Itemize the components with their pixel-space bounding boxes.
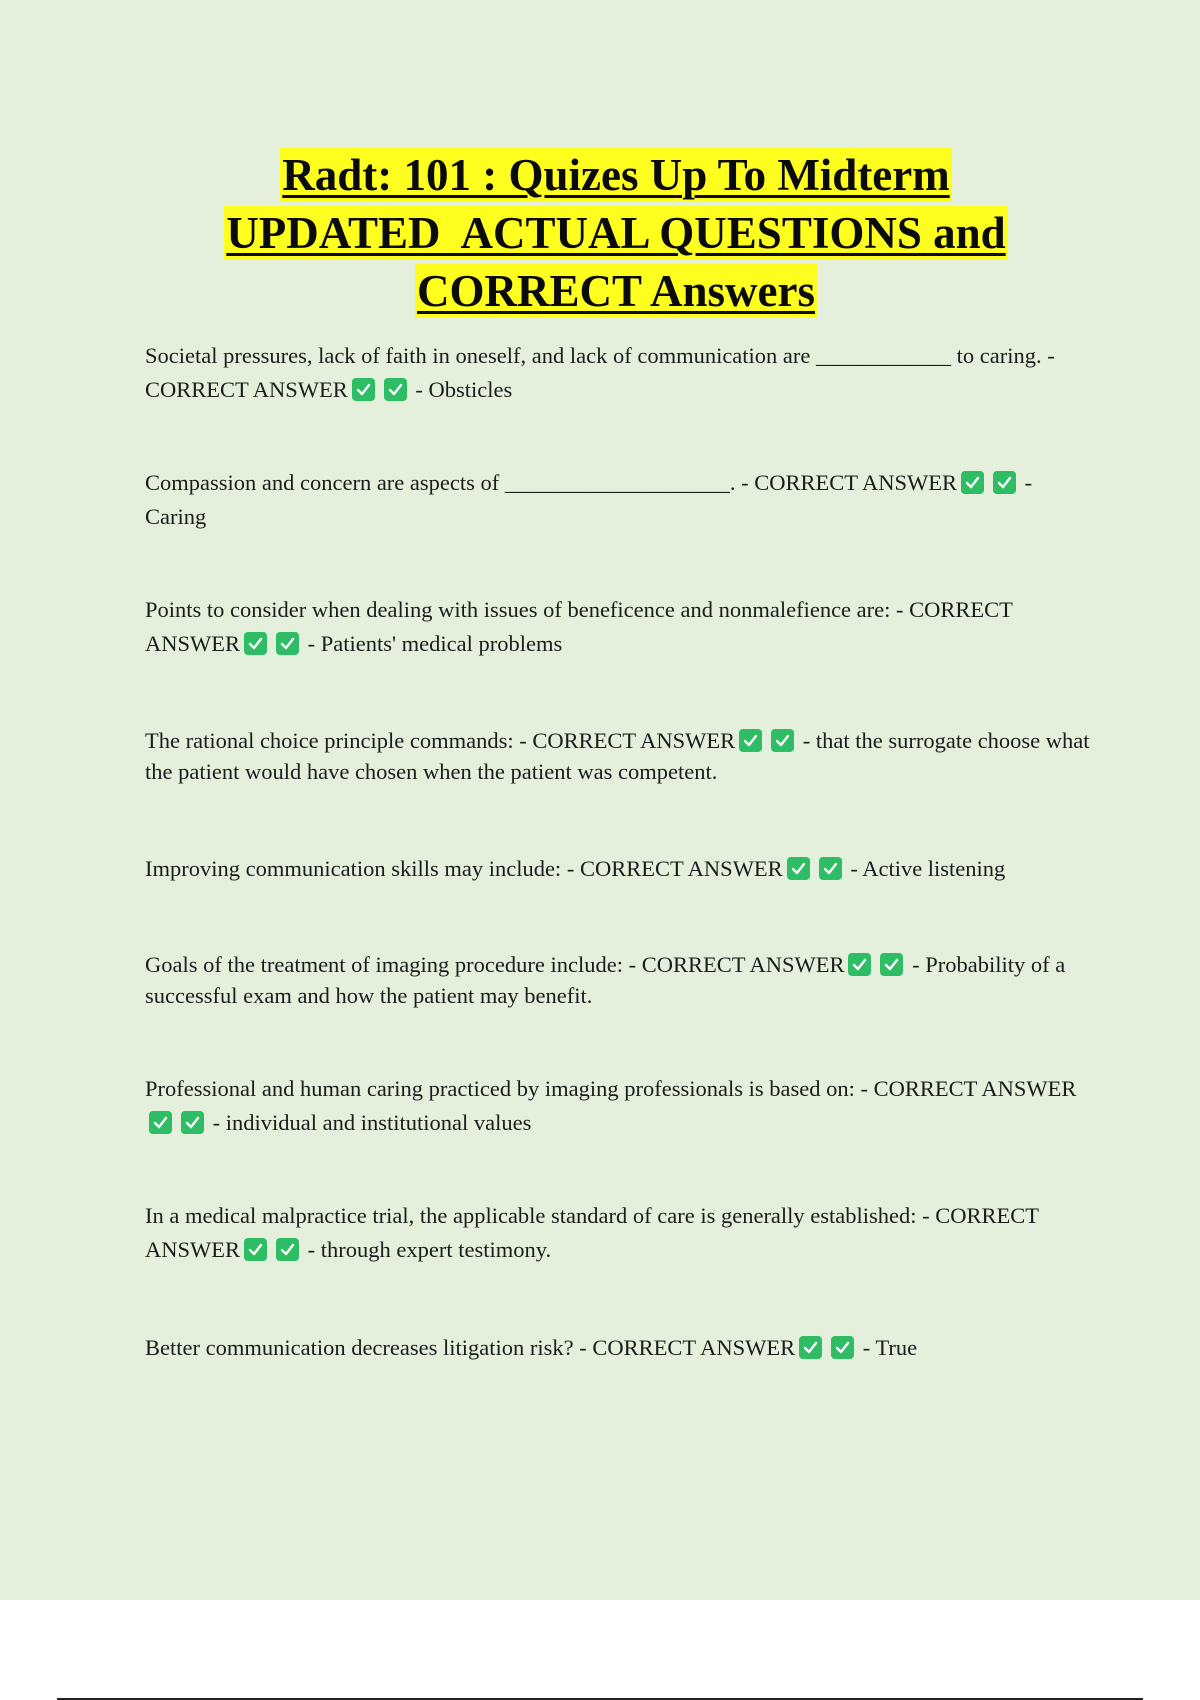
answer-text: through expert testimony. — [320, 1237, 552, 1262]
check-box-icon — [739, 729, 762, 752]
answer-text: Obsticles — [428, 377, 513, 402]
answer-text: True — [875, 1335, 918, 1360]
qa-item: Better communication decreases litigation risk? - CORRECT ANSWER - True — [145, 1335, 918, 1360]
check-box-icon — [819, 857, 842, 880]
title-line-2: UPDATED ACTUAL QUESTIONS and — [226, 208, 1006, 258]
question-text: Better communication decreases litigation risk? — [145, 1335, 574, 1360]
answer-marker: CORRECT ANSWER — [145, 1203, 1039, 1262]
check-box-icon — [244, 632, 267, 655]
title-line-1: Radt: 101 : Quizes Up To Midterm — [282, 150, 950, 200]
question-text: Compassion and concern are aspects of ____________________. — [145, 470, 736, 495]
check-box-icon — [787, 857, 810, 880]
answer-marker: CORRECT ANSWER — [145, 377, 348, 402]
check-box-icon — [384, 378, 407, 401]
answer-text: Active listening — [862, 856, 1006, 881]
answer-text: Patients' medical problems — [320, 631, 563, 656]
qa-item: Societal pressures, lack of faith in oneself, and lack of communication are ____________ to caring. - CORRECT ANSWER - Obsticles — [145, 343, 1055, 402]
check-box-icon — [993, 471, 1016, 494]
question-text: Improving communication skills may include: — [145, 856, 562, 881]
qa-item: The rational choice principle commands: - CORRECT ANSWER - that the surrogate choose what the patient would have chosen when the patient was competent. — [145, 728, 1090, 784]
answer-marker: CORRECT ANSWER — [754, 470, 958, 495]
check-box-icon — [352, 378, 375, 401]
document-title — [0, 146, 1200, 320]
check-box-icon — [771, 729, 794, 752]
answer-marker: CORRECT ANSWER — [592, 1335, 796, 1360]
check-box-icon — [799, 1336, 822, 1359]
answer-marker: CORRECT ANSWER — [641, 952, 845, 977]
check-box-icon — [831, 1336, 854, 1359]
answer-marker: CORRECT ANSWER — [579, 856, 783, 881]
qa-item: Compassion and concern are aspects of ____________________. - CORRECT ANSWER - Caring — [145, 470, 1033, 529]
check-box-icon — [961, 471, 984, 494]
check-box-icon — [276, 632, 299, 655]
check-box-icon — [276, 1238, 299, 1261]
check-box-icon — [181, 1111, 204, 1134]
question-text: In a medical malpractice trial, the applicable standard of care is generally established: — [145, 1203, 917, 1228]
check-box-icon — [848, 953, 871, 976]
answer-marker: CORRECT ANSWER — [873, 1076, 1077, 1101]
question-text: Professional and human caring practiced by imaging professionals is based on: — [145, 1076, 855, 1101]
question-text: Societal pressures, lack of faith in oneself, and lack of communication are ____________ to caring. — [145, 343, 1042, 368]
answer-marker: CORRECT ANSWER — [532, 728, 736, 753]
question-text: Points to consider when dealing with issues of beneficence and nonmalefience are: — [145, 597, 891, 622]
check-box-icon — [149, 1111, 172, 1134]
qa-item: Improving communication skills may include: - CORRECT ANSWER - Active listening — [145, 856, 1006, 881]
qa-item: Points to consider when dealing with issues of beneficence and nonmalefience are: - CORRECT ANSWER - Patients' medical problems — [145, 597, 1013, 656]
answer-text: that the surrogate choose what the patient would have chosen when the patient was competent. — [145, 728, 1090, 784]
qa-item: Professional and human caring practiced by imaging professionals is based on: - CORRECT ANSWER - individual and institutional values — [145, 1076, 1077, 1135]
check-box-icon — [244, 1238, 267, 1261]
qa-item: In a medical malpractice trial, the applicable standard of care is generally established: - CORRECT ANSWER - through expert testimony. — [145, 1203, 1039, 1262]
answer-text: Probability of a successful exam and how the patient may benefit. — [145, 952, 1066, 1008]
answer-marker: CORRECT ANSWER — [145, 597, 1013, 656]
check-box-icon — [880, 953, 903, 976]
answer-text: Caring — [145, 504, 207, 529]
question-text: The rational choice principle commands: — [145, 728, 514, 753]
question-text: Goals of the treatment of imaging procedure include: — [145, 952, 623, 977]
qa-item: Goals of the treatment of imaging procedure include: - CORRECT ANSWER - Probability of a successful exam and how the patient may benefit. — [145, 952, 1066, 1008]
title-line-3: CORRECT Answers — [417, 266, 815, 316]
answer-text: individual and institutional values — [225, 1110, 532, 1135]
